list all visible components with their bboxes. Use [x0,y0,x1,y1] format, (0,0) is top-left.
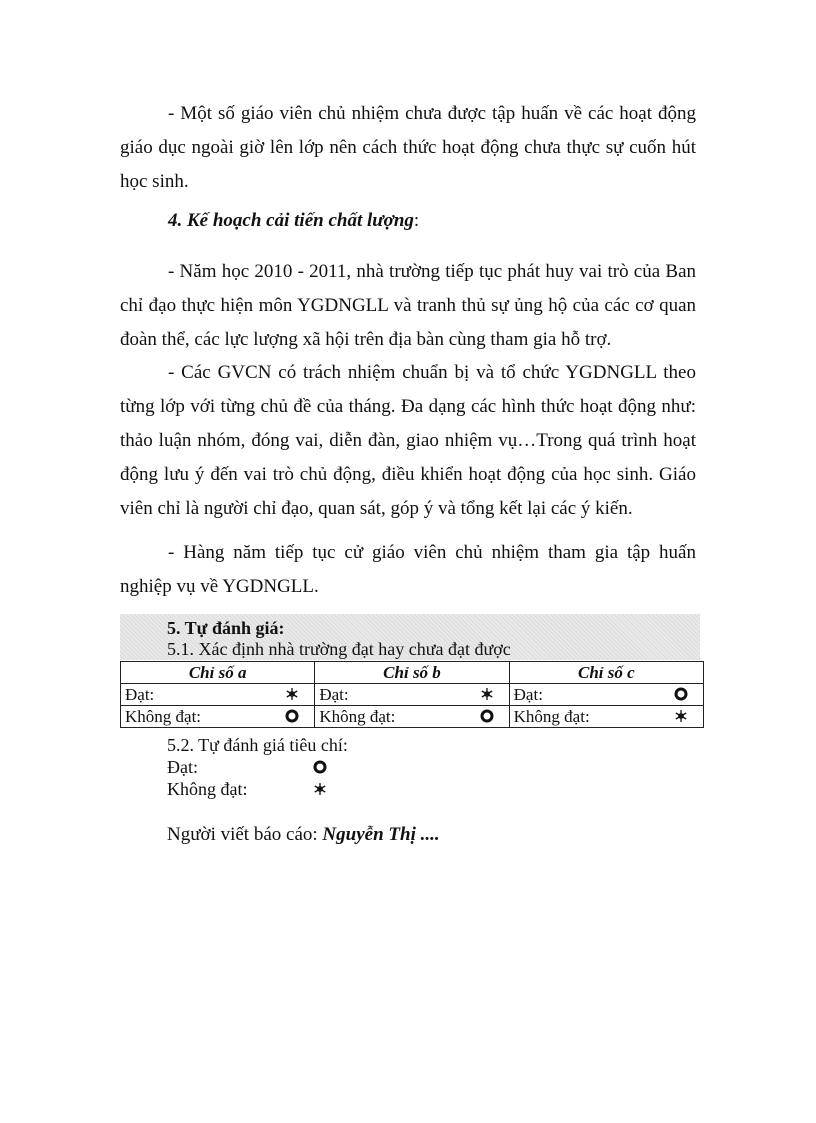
paragraph-plan-training: - Hàng năm tiếp tục cử giáo viên chủ nhiệm tham gia tập huấn nghiệp vụ về YGDNGLL. [120,542,696,597]
header-chi-so-a: Chỉ số a [121,662,315,684]
cell-label: Đạt: [513,684,543,704]
table-header-row [121,662,704,684]
ring-icon [284,708,300,724]
cell-label: Đạt: [319,684,349,704]
snowflake-icon [479,686,495,702]
criteria-dat-label: Đạt: [167,757,198,777]
evaluation-table [120,661,704,728]
cell-label: Không đạt: [125,706,202,726]
header-chi-so-c: Chỉ số c [509,662,703,684]
cell-label: Không đạt: [513,706,590,726]
criteria-khong-dat-label: Không đạt: [167,779,248,799]
ring-icon [479,708,495,724]
snowflake-icon [673,708,689,724]
section-5-2-label: 5.2. Tự đánh giá tiêu chí: [167,735,348,755]
cell-label: Không đạt: [319,706,396,726]
cell-b-dat [315,684,509,706]
cell-b-khong-dat [315,706,509,728]
table-row-khong-dat [121,706,704,728]
writer-label: Người viết báo cáo: [167,824,323,845]
section-4-heading [168,210,419,232]
header-chi-so-b: Chỉ số b [315,662,509,684]
paragraph-plan-ban-chi-dao: - Năm học 2010 - 2011, nhà trường tiếp tục phát huy vai trò của Ban chỉ đạo thực hiện môn YGDNGLL và tranh thủ sự ủng hộ của các cơ quan đoàn thể, các lực lượng xã hội trên địa bàn cùng tham gia hỗ trợ. [120,261,696,350]
cell-c-dat [509,684,703,706]
section-5-1-label: 5.1. Xác định nhà trường đạt hay chưa đạt được [167,639,511,659]
snowflake-icon [312,781,328,797]
paragraph-plan-gvcn: - Các GVCN có trách nhiệm chuẩn bị và tổ chức YGDNGLL theo từng lớp với từng chủ đề của tháng. Đa dạng các hình thức hoạt động như: thảo luận nhóm, đóng vai, diễn đàn, giao nhiệm vụ…Trong quá trình hoạt động lưu ý đến vai trò chủ động, điều khiển hoạt động của học sinh. Giáo viên chỉ là người chỉ đạo, quan sát, góp ý và tổng kết lại các ý kiến. [120,362,696,519]
section-5-title: 5. Tự đánh giá: [167,618,285,638]
ring-icon [312,759,328,775]
section-4-colon: : [413,210,420,231]
report-writer [167,824,440,846]
section-4-title: 4. Kế hoạch cải tiến chất lượng [168,210,414,231]
writer-name: Nguyễn Thị .... [322,824,440,845]
ring-icon [673,686,689,702]
cell-c-khong-dat [509,706,703,728]
snowflake-icon [284,686,300,702]
table-row-dat [121,684,704,706]
cell-label: Đạt: [125,684,155,704]
cell-a-dat [121,684,315,706]
paragraph-training: - Một số giáo viên chủ nhiệm chưa được tập huấn về các hoạt động giáo dục ngoài giờ lên lớp nên cách thức hoạt động chưa thực sự cuốn hút học sinh. [120,103,696,192]
cell-a-khong-dat [121,706,315,728]
